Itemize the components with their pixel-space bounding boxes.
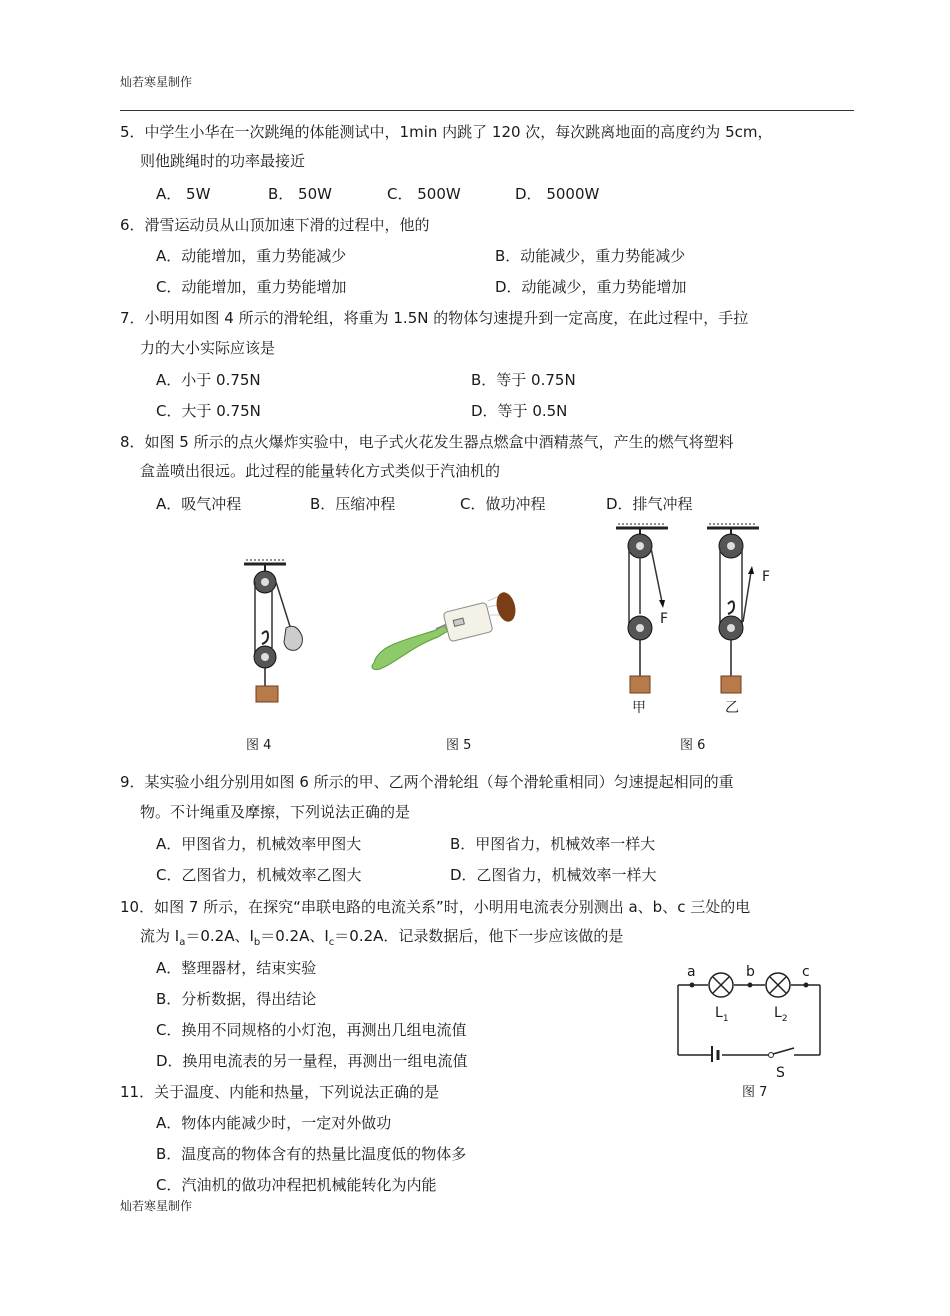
q9-stem-line2: 物。不计绳重及摩擦，下列说法正确的是 [140, 803, 411, 821]
header-rule [120, 110, 854, 111]
figure-7-point-b: b [746, 964, 755, 980]
q5-option-a: A． 5W [156, 185, 211, 203]
q6-stem: 6．滑雪运动员从山顶加速下滑的过程中，他的 [120, 216, 430, 234]
q7-option-b: B．等于 0.75N [471, 371, 576, 389]
q5-option-b: B． 50W [268, 185, 332, 203]
figure-7-switch-s: S [776, 1065, 785, 1081]
q10-stem-line1: 10．如图 7 所示，在探究“串联电路的电流关系”时，小明用电流表分别测出 a、b、c 三处的电 [120, 898, 751, 916]
q9-option-c: C．乙图省力，机械效率乙图大 [156, 866, 362, 884]
q6-option-b: B．动能减少，重力势能减少 [495, 247, 686, 265]
figure-7-point-c: c [802, 964, 810, 980]
q5-stem-line1: 5．中学生小华在一次跳绳的体能测试中，1min 内跳了 120 次，每次跳离地面的高度约为 5cm， [120, 123, 773, 141]
q8-option-a: A．吸气冲程 [156, 495, 242, 513]
figure-7-point-a: a [687, 964, 696, 980]
q11-stem: 11．关于温度、内能和热量，下列说法正确的是 [120, 1083, 440, 1101]
q8-option-b: B．压缩冲程 [310, 495, 396, 513]
q7-option-d: D．等于 0.5N [471, 402, 568, 420]
figure-4-caption: 图 4 [246, 738, 272, 753]
q6-option-c: C．动能增加，重力势能增加 [156, 278, 347, 296]
q10-option-c: C．换用不同规格的小灯泡，再测出几组电流值 [156, 1021, 467, 1039]
figure-6-force-label-jia: F [660, 611, 669, 627]
page-header: 灿若寒星制作 [120, 75, 193, 89]
figure-5-caption: 图 5 [446, 738, 472, 753]
q5-option-c: C． 500W [387, 185, 461, 203]
figure-4-pulley-diagram [236, 558, 316, 708]
q10-option-a: A．整理器材，结束实验 [156, 959, 317, 977]
q8-stem-line1: 8．如图 5 所示的点火爆炸实验中，电子式火花发生器点燃盒中酒精蒸气，产生的燃气将塑料 [120, 433, 734, 451]
q11-option-a: A．物体内能减少时，一定对外做功 [156, 1114, 392, 1132]
q11-option-b: B．温度高的物体含有的热量比温度低的物体多 [156, 1145, 467, 1163]
q10-option-b: B．分析数据，得出结论 [156, 990, 317, 1008]
figure-6-force-label-yi: F [762, 569, 771, 585]
q6-option-a: A．动能增加，重力势能减少 [156, 247, 347, 265]
q9-stem-line1: 9．某实验小组分别用如图 6 所示的甲、乙两个滑轮组（每个滑轮重相同）匀速提起相同的重 [120, 773, 734, 791]
figure-5-ignition-experiment [366, 585, 526, 680]
figure-6-label-yi: 乙 [725, 700, 739, 716]
figure-6-caption: 图 6 [680, 738, 706, 753]
q6-option-d: D．动能减少，重力势能增加 [495, 278, 687, 296]
figure-6-label-jia: 甲 [632, 700, 646, 716]
figure-7-lamp-l2: $L_2$ [774, 1005, 788, 1024]
page-footer: 灿若寒星制作 [120, 1199, 193, 1213]
figure-7-lamp-l1: $L_1$ [715, 1005, 729, 1024]
q8-option-d: D．排气冲程 [606, 495, 693, 513]
q5-stem-line2: 则他跳绳时的功率最接近 [140, 152, 306, 170]
q10-stem-line2: 流为 $I_a=0.2A$、$I_b=0.2A$、$I_c=0.2A$．记录数据后，他下一步应该做的是 [140, 927, 624, 948]
q9-option-d: D．乙图省力，机械效率一样大 [450, 866, 657, 884]
q7-stem-line1: 7．小明用如图 4 所示的滑轮组，将重为 1.5N 的物体匀速提升到一定高度，在此过程中，手拉 [120, 309, 749, 327]
figure-6-pulley-systems [610, 522, 795, 697]
q8-stem-line2: 盒盖喷出很远。此过程的能量转化方式类似于汽油机的 [140, 462, 501, 480]
figure-7-caption: 图 7 [742, 1085, 768, 1100]
q8-option-c: C．做功冲程 [460, 495, 546, 513]
q7-option-c: C．大于 0.75N [156, 402, 261, 420]
q5-option-d: D． 5000W [515, 185, 600, 203]
q9-option-a: A．甲图省力，机械效率甲图大 [156, 835, 362, 853]
q10-option-d: D．换用电流表的另一量程，再测出一组电流值 [156, 1052, 468, 1070]
q11-option-c: C．汽油机的做功冲程把机械能转化为内能 [156, 1176, 437, 1194]
q7-option-a: A．小于 0.75N [156, 371, 261, 389]
q7-stem-line2: 力的大小实际应该是 [140, 339, 276, 357]
q9-option-b: B．甲图省力，机械效率一样大 [450, 835, 656, 853]
